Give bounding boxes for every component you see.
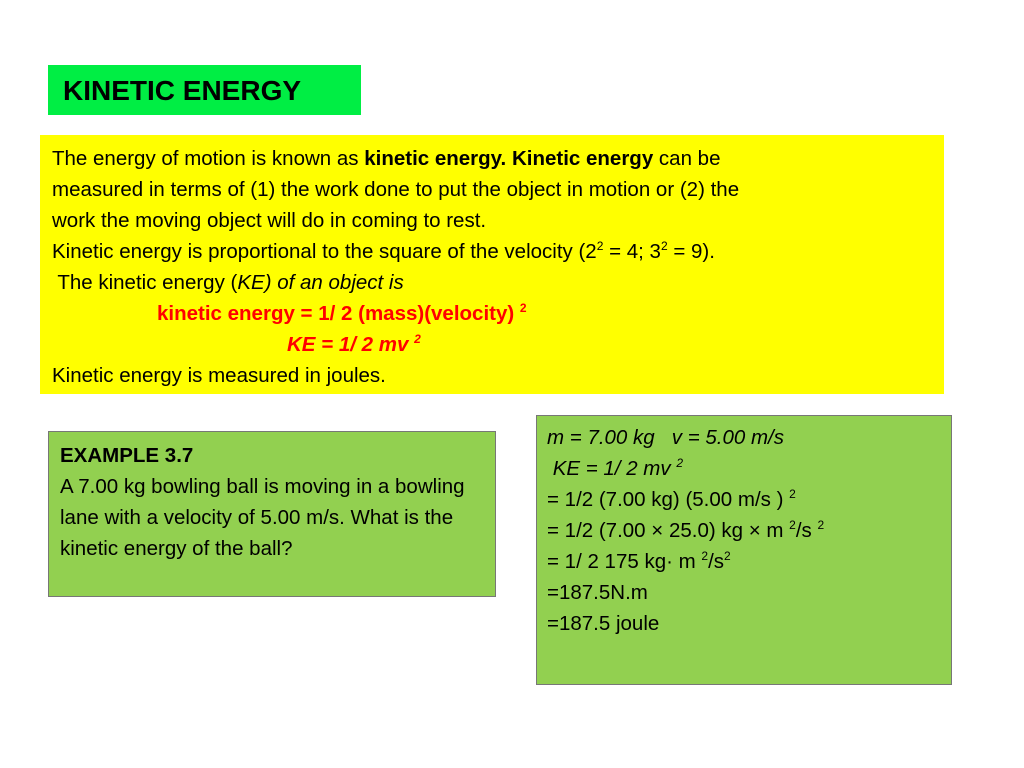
- example-box: [48, 431, 496, 597]
- formula-words: [52, 298, 932, 329]
- example-heading: EXAMPLE 3.7: [60, 444, 194, 467]
- superscript: 2: [676, 456, 684, 471]
- formula-symbols: [52, 329, 932, 360]
- solution-text: = 1/2 (7.00 × 25.0) kg × m: [547, 519, 790, 542]
- superscript: 2: [519, 301, 527, 316]
- intro-text: Kinetic energy is proportional to the square of the velocity (2: [52, 240, 597, 263]
- intro-line-1: [52, 143, 932, 174]
- intro-line-4: [52, 236, 932, 267]
- solution-step-2: [547, 515, 941, 546]
- solution-step-4: =187.5N.m: [547, 581, 648, 604]
- formula-symbols-text: KE = 1/ 2 mv: [287, 333, 415, 356]
- superscript: 2: [701, 549, 709, 564]
- solution-formula: [547, 453, 941, 484]
- intro-line-6: Kinetic energy is measured in joules.: [52, 364, 386, 387]
- solution-step-3: [547, 546, 941, 577]
- intro-line-2: measured in terms of (1) the work done to put the object in motion or (2) the: [52, 178, 740, 201]
- solution-text: KE = 1/ 2 mv: [547, 457, 677, 480]
- intro-italic-text: KE) of an object is: [237, 271, 404, 294]
- slide-title: [48, 65, 361, 115]
- slide-title-text: KINETIC ENERGY: [63, 75, 302, 106]
- intro-text: = 4; 3: [603, 240, 661, 263]
- solution-given: m = 7.00 kg v = 5.00 m/s: [547, 426, 785, 449]
- superscript: 2: [789, 487, 796, 502]
- solution-text: /s: [708, 550, 725, 573]
- solution-box: [536, 415, 952, 685]
- superscript: 2: [414, 332, 421, 347]
- solution-text: = 1/2 (7.00 kg) (5.00 m/s ): [547, 488, 790, 511]
- solution-text: = 1/ 2 175 kg· m: [547, 550, 702, 573]
- superscript: 2: [596, 239, 604, 254]
- formula-words-text: kinetic energy = 1/ 2 (mass)(velocity): [157, 302, 520, 325]
- intro-line-3: work the moving object will do in coming to rest.: [52, 209, 487, 232]
- example-text: A 7.00 kg bowling ball is moving in a bowling lane with a velocity of 5.00 m/s. What is the kinetic energy of the ball?: [60, 475, 465, 560]
- superscript: 2: [660, 239, 668, 254]
- intro-box: [40, 135, 944, 394]
- superscript: 2: [817, 518, 825, 533]
- superscript: 2: [724, 549, 731, 564]
- intro-text: The energy of motion is known as: [52, 147, 365, 170]
- intro-bold-term: kinetic energy. Kinetic energy: [364, 147, 654, 170]
- intro-text: can be: [653, 147, 721, 170]
- solution-answer: =187.5 joule: [547, 612, 660, 635]
- intro-text: The kinetic energy (: [52, 271, 238, 294]
- intro-text: = 9).: [667, 240, 715, 263]
- intro-line-5: [52, 267, 932, 298]
- solution-step-1: [547, 484, 941, 515]
- superscript: 2: [789, 518, 796, 533]
- solution-text: /s: [795, 519, 818, 542]
